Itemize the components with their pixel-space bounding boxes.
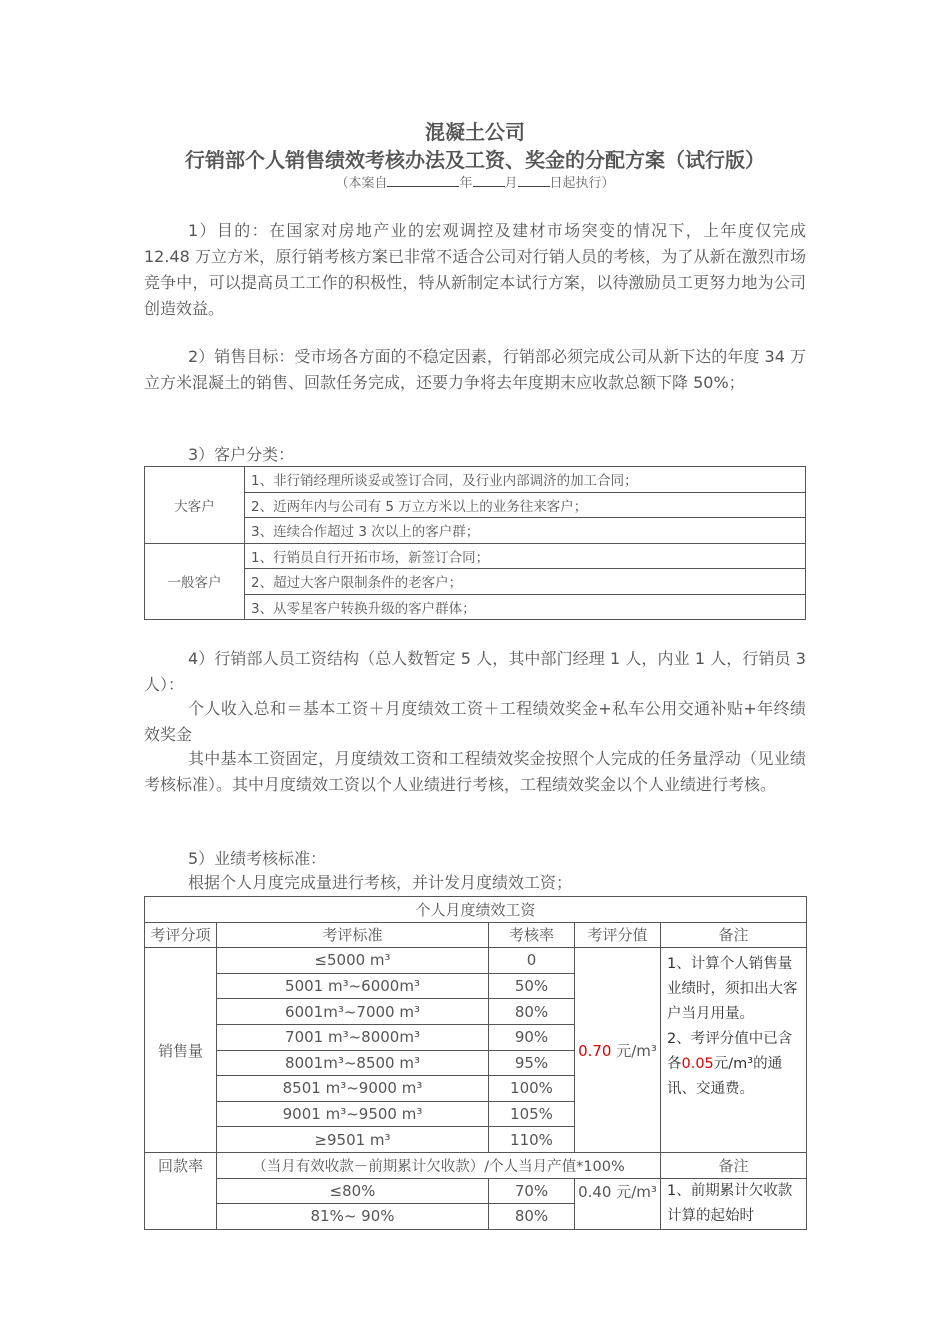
customer-criteria: 2、超过大客户限制条件的老客户； <box>245 569 806 595</box>
performance-table <box>144 896 807 1230</box>
standard-cell: 81%~ 90% <box>217 1204 489 1230</box>
rate-cell: 95% <box>489 1050 575 1076</box>
column-header: 考评标准 <box>217 922 489 948</box>
column-header: 考评分项 <box>145 922 217 948</box>
year-blank <box>387 173 459 187</box>
table-row <box>145 1178 807 1204</box>
table-row <box>145 543 806 569</box>
customer-criteria: 2、近两年内与公司有 5 万立方米以上的业务往来客户； <box>245 492 806 518</box>
performance-intro: 根据个人月度完成量进行考核，并计发月度绩效工资； <box>188 873 573 892</box>
sales-value <box>575 948 661 1153</box>
table-row <box>145 518 806 544</box>
table-header-row <box>145 922 807 948</box>
standard-cell: ≥9501 m³ <box>217 1127 489 1153</box>
customer-criteria: 3、连续合作超过 3 次以上的客户群； <box>245 518 806 544</box>
standard-cell: 5001 m³~6000m³ <box>217 973 489 999</box>
sales-note-2-value: 0.05 <box>681 1056 714 1073</box>
table-row <box>145 897 807 923</box>
customer-type: 一般客户 <box>145 543 245 620</box>
sales-note-2-text: 2、考评分值中已含各 <box>667 1031 793 1073</box>
month-label: 月 <box>504 176 518 191</box>
rate-cell: 105% <box>489 1101 575 1127</box>
day-blank <box>518 173 550 187</box>
customer-class-table <box>144 466 806 620</box>
subtitle-prefix: （本案自 <box>335 176 388 191</box>
table-row <box>145 569 806 595</box>
section-customer-class: 3）客户分类： <box>188 445 295 464</box>
standard-cell: 8001m³~8500 m³ <box>217 1050 489 1076</box>
table-row <box>145 467 806 493</box>
rate-cell: 0 <box>489 948 575 974</box>
effective-date-line <box>144 172 806 191</box>
collection-note: 1、前期累计欠收款计算的起始时 <box>661 1178 807 1229</box>
customer-criteria: 1、行销员自行开拓市场，新签订合同； <box>245 543 806 569</box>
standard-cell: 7001 m³~8000m³ <box>217 1024 489 1050</box>
customer-criteria: 1、非行销经理所谈妥或签订合同，及行业内部调济的加工合同； <box>245 467 806 493</box>
subtitle-suffix: 日起执行） <box>549 176 615 191</box>
column-header: 考评分值 <box>575 922 661 948</box>
rate-cell: 110% <box>489 1127 575 1153</box>
rate-cell: 70% <box>489 1178 575 1204</box>
standard-cell: 8501 m³~9000 m³ <box>217 1076 489 1102</box>
section-purpose: 1）目的：在国家对房地产业的宏观调控及建材市场突变的情况下，上年度仅完成 12.48 万立方米，原行销考核方案已非常不适合公司对行销人员的考核，为了从新在激烈市场竞争中，可以提高员工工作的积极性，特从新制定本试行方案，以待激励员工更努力地为公司创造效益。 <box>144 221 806 318</box>
customer-criteria: 3、从零星客户转换升级的客户群体； <box>245 594 806 620</box>
salary-explanation: 其中基本工资固定，月度绩效工资和工程绩效奖金按照个人完成的任务量浮动（见业绩考核标准）。其中月度绩效工资以个人业绩进行考核，工程绩效奖金以个人业绩进行考核。 <box>144 749 806 794</box>
table-row <box>145 948 807 974</box>
table-row <box>145 1152 807 1178</box>
company-title: 混凝土公司 <box>425 120 525 144</box>
sales-value-unit: 元/m³ <box>616 1041 657 1060</box>
table-row <box>145 492 806 518</box>
collection-formula: （当月有效收款－前期累计欠收款）/个人当月产值*100% <box>217 1152 661 1178</box>
standard-cell: ≤80% <box>217 1178 489 1204</box>
rate-cell: 100% <box>489 1076 575 1102</box>
rate-cell: 90% <box>489 1024 575 1050</box>
sales-value-number: 0.70 <box>578 1041 612 1060</box>
sales-note-2 <box>667 1027 802 1102</box>
rate-cell: 50% <box>489 973 575 999</box>
standard-cell: 6001m³~7000 m³ <box>217 999 489 1025</box>
column-header: 考核率 <box>489 922 575 948</box>
customer-type: 大客户 <box>145 467 245 544</box>
column-header: 备注 <box>661 1152 807 1178</box>
income-formula: 个人收入总和＝基本工资＋月度绩效工资＋工程绩效奖金+私车公用交通补贴+年终绩效奖金 <box>144 699 806 744</box>
section-performance-standard: 5）业绩考核标准： <box>188 849 327 868</box>
month-blank <box>473 173 505 187</box>
sales-note <box>661 948 807 1153</box>
table-caption: 个人月度绩效工资 <box>145 897 807 923</box>
standard-cell: ≤5000 m³ <box>217 948 489 974</box>
table-row <box>145 594 806 620</box>
section-sales-target: 2）销售目标：受市场各方面的不稳定因素，行销部必须完成公司从新下达的年度 34 万立方米混凝土的销售、回款任务完成，还要力争将去年度期末应收款总额下降 50%； <box>144 347 806 392</box>
collection-label: 回款率 <box>145 1152 217 1229</box>
document-title: 行销部个人销售绩效考核办法及工资、奖金的分配方案（试行版） <box>185 148 765 172</box>
sales-label: 销售量 <box>145 948 217 1153</box>
rate-cell: 80% <box>489 1204 575 1230</box>
year-label: 年 <box>459 176 473 191</box>
sales-note-2-tail: 元/m³的通讯、交通费。 <box>667 1056 783 1098</box>
section-salary-structure: 4）行销部人员工资结构（总人数暂定 5 人，其中部门经理 1 人，内业 1 人，行销员 3 人）： <box>144 649 806 694</box>
sales-note-1: 1、计算个人销售量业绩时，须扣出大客户当月用量。 <box>667 956 798 1023</box>
rate-cell: 80% <box>489 999 575 1025</box>
standard-cell: 9001 m³~9500 m³ <box>217 1101 489 1127</box>
collection-value: 0.40 元/m³ <box>575 1178 661 1229</box>
column-header: 备注 <box>661 922 807 948</box>
